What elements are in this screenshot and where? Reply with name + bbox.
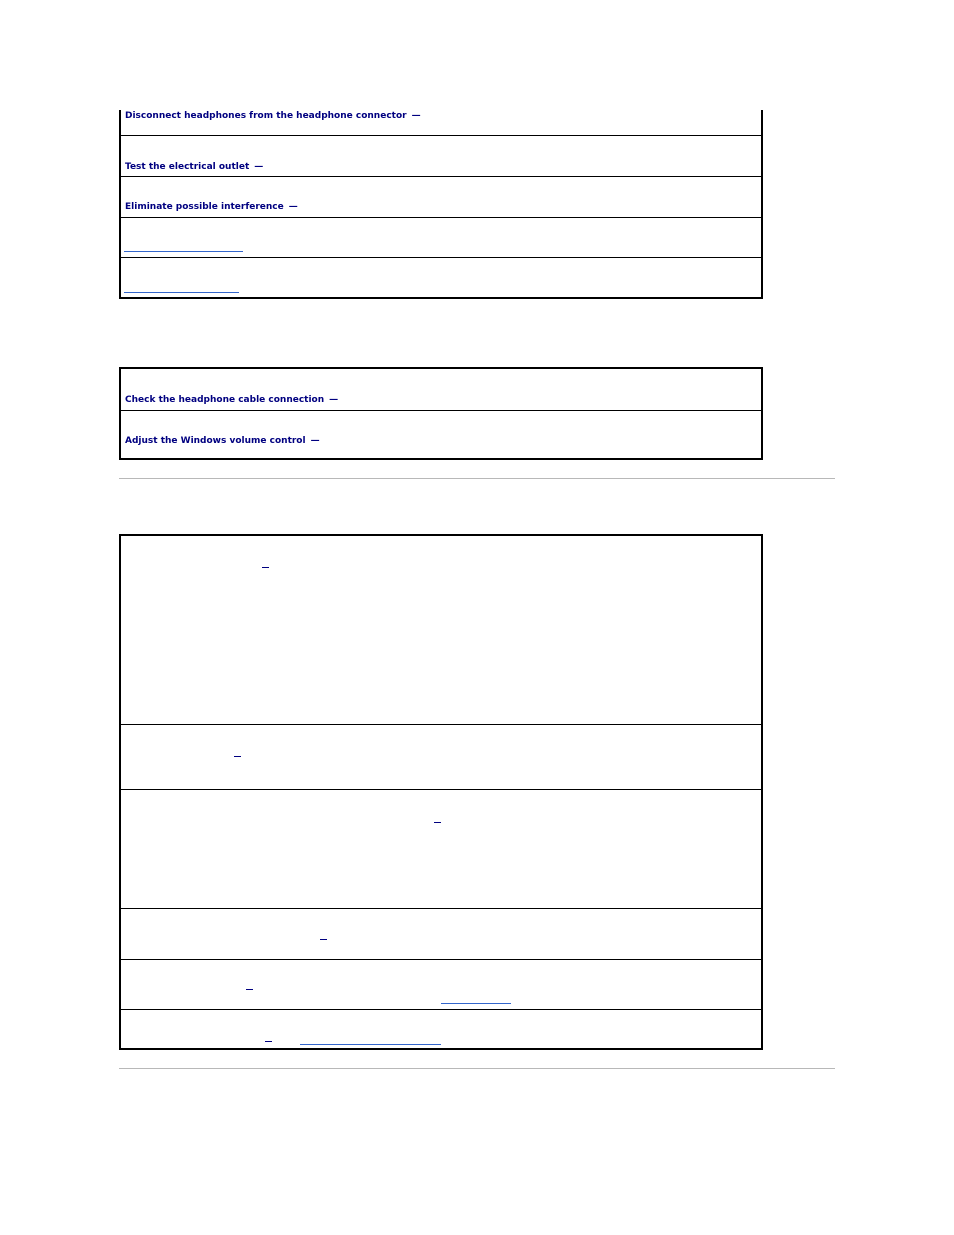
row-heading: Check the headphone cable connection — bbox=[125, 395, 339, 405]
table-row bbox=[121, 959, 761, 1009]
table-row bbox=[121, 1009, 761, 1048]
table-row bbox=[121, 536, 761, 724]
hyperlink[interactable] bbox=[441, 1003, 511, 1004]
section-divider bbox=[119, 1068, 835, 1069]
row-heading: Test the electrical outlet — bbox=[125, 162, 264, 172]
dash-link[interactable] bbox=[434, 822, 441, 823]
table-row bbox=[121, 135, 761, 176]
dash: — bbox=[288, 202, 298, 212]
troubleshooting-table-top bbox=[119, 110, 763, 299]
dash: — bbox=[329, 395, 339, 405]
table-row bbox=[121, 908, 761, 959]
table-row bbox=[121, 724, 761, 789]
hyperlink[interactable] bbox=[300, 1044, 441, 1045]
table-row bbox=[121, 257, 761, 297]
dash-link[interactable] bbox=[265, 1041, 272, 1042]
dash-link[interactable] bbox=[320, 939, 327, 940]
table-row bbox=[121, 217, 761, 257]
table-row bbox=[121, 369, 761, 410]
dash: — bbox=[254, 162, 264, 172]
table-row bbox=[121, 789, 761, 908]
troubleshooting-table-middle bbox=[119, 367, 763, 460]
row-heading: Eliminate possible interference — bbox=[125, 202, 298, 212]
table-row bbox=[121, 110, 761, 135]
troubleshooting-table-bottom bbox=[119, 534, 763, 1050]
table-row bbox=[121, 410, 761, 460]
hyperlink[interactable] bbox=[124, 251, 243, 252]
dash: — bbox=[411, 111, 421, 121]
dash: — bbox=[310, 436, 320, 446]
dash-link[interactable] bbox=[234, 756, 241, 757]
section-divider bbox=[119, 478, 835, 479]
dash-link[interactable] bbox=[246, 989, 253, 990]
table-row bbox=[121, 176, 761, 217]
row-heading: Adjust the Windows volume control — bbox=[125, 436, 320, 446]
row-heading: Disconnect headphones from the headphone connector — bbox=[125, 111, 421, 121]
hyperlink[interactable] bbox=[124, 292, 239, 293]
dash-link[interactable] bbox=[262, 567, 269, 568]
